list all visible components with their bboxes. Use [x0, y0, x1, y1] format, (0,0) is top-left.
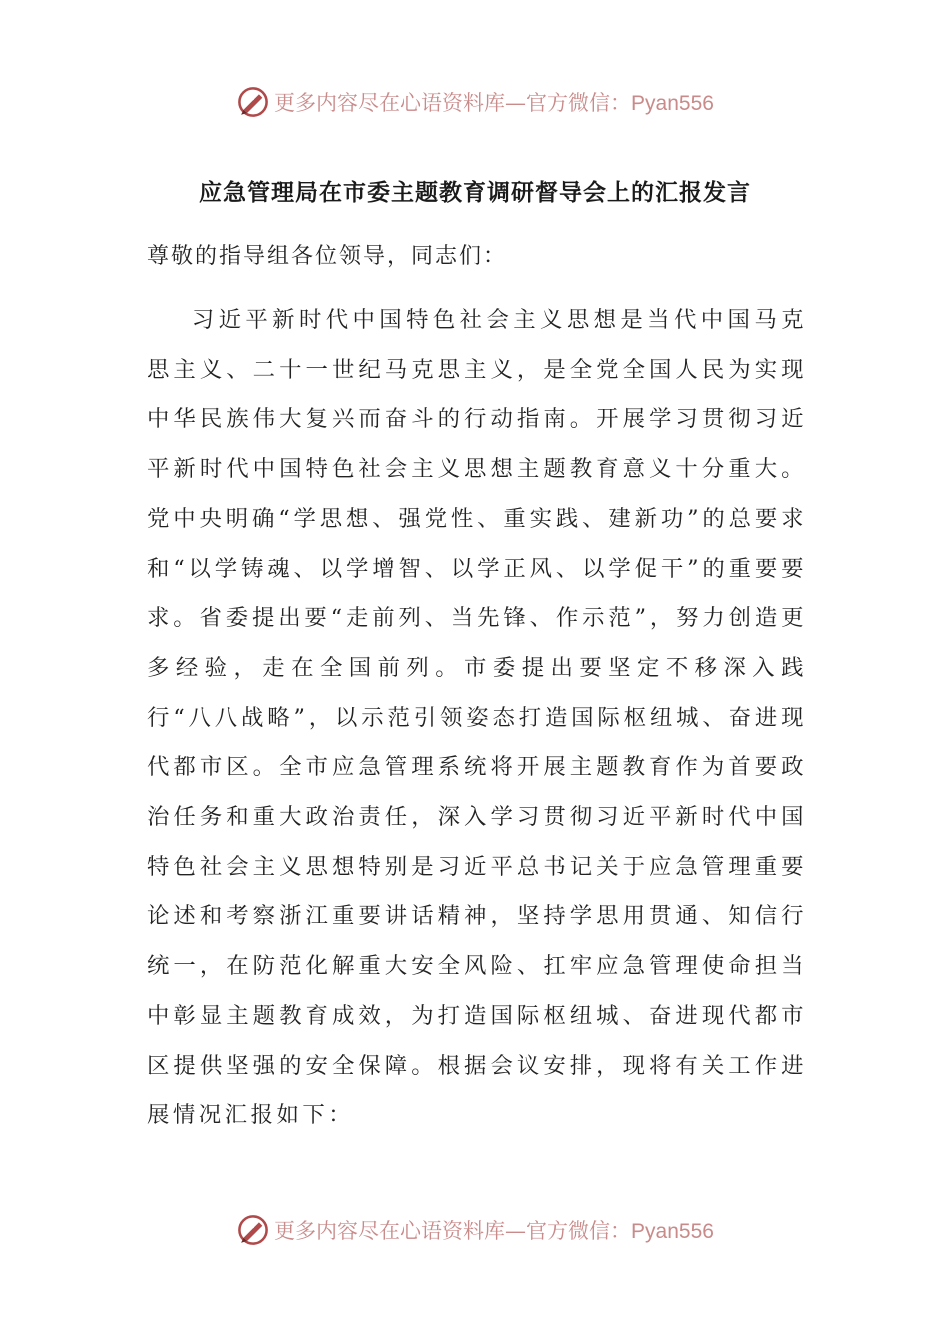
- pen-logo-icon: [236, 1213, 270, 1247]
- footer-banner-text: 更多内容尽在心语资料库—官方微信：Pyan556: [274, 1219, 714, 1243]
- footer-wechat-id: Pyan556: [631, 1220, 714, 1243]
- footer-banner: [0, 1210, 950, 1250]
- header-banner-text: 更多内容尽在心语资料库—官方微信：Pyan556: [274, 91, 714, 115]
- salutation: 尊敬的指导组各位领导，同志们：: [147, 244, 508, 269]
- pen-logo-icon: [236, 85, 270, 119]
- document-title: 应急管理局在市委主题教育调研督导会上的汇报发言: [199, 179, 751, 206]
- header-wechat-id: Pyan556: [631, 92, 714, 115]
- document-body: [147, 240, 807, 1141]
- body-paragraph: 习近平新时代中国特色社会主义思想是当代中国马克思主义、二十一世纪马克思主义，是全党全国人民为实现中华民族伟大复兴而奋斗的行动指南。开展学习贯彻习近平新时代中国特色社会主义思想主题教育意义十分重大。党中央明确“学思想、强党性、重实践、建新功”的总要求和“以学铸魂、以学增智、以学正风、以学促干”的重要要求。省委提出要“走前列、当先锋、作示范”，努力创造更多经验，走在全国前列。市委提出要坚定不移深入践行“八八战略”，以示范引领姿态打造国际枢纽城、奋进现代都市区。全市应急管理系统将开展主题教育作为首要政治任务和重大政治责任，深入学习贯彻习近平新时代中国特色社会主义思想特别是习近平总书记关于应急管理重要论述和考察浙江重要讲话精神，坚持学思用贯通、知信行统一，在防范化解重大安全风险、扛牢应急管理使命担当中彰显主题教育成效，为打造国际枢纽城、奋进现代都市区提供坚强的安全保障。根据会议安排，现将有关工作进展情况汇报如下：: [147, 307, 807, 1129]
- header-banner: [0, 82, 950, 122]
